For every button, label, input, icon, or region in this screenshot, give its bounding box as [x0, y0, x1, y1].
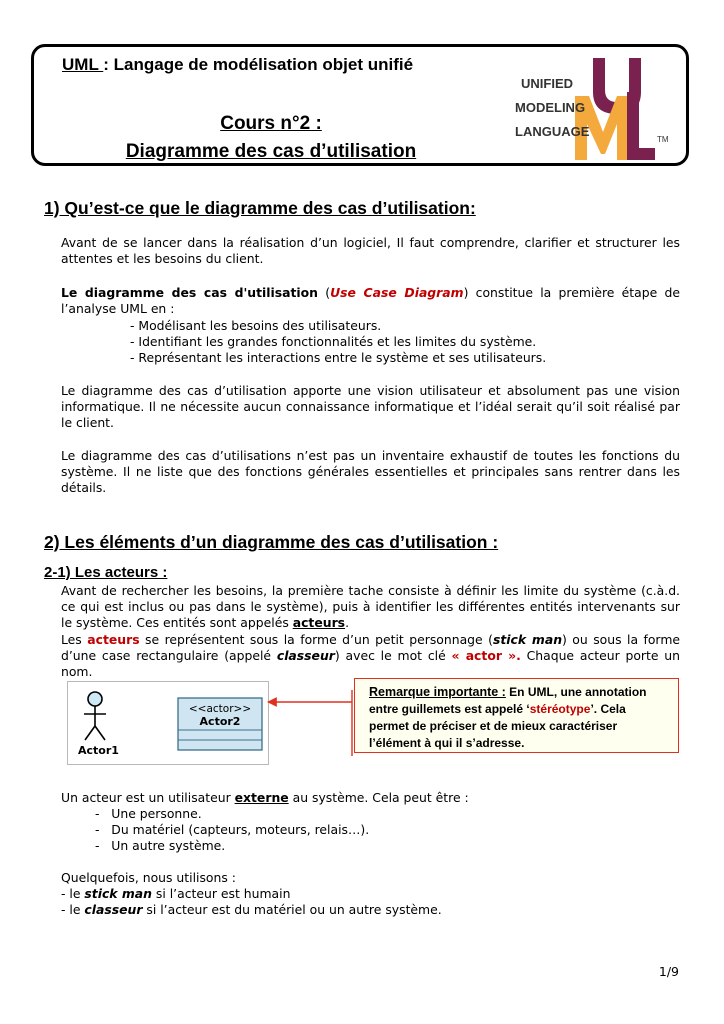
classeur-usage: - le classeur si l’acteur est du matériel ou un autre système. — [61, 902, 442, 917]
acteurs-highlight: acteurs — [87, 632, 140, 647]
section-2-paragraph-1: Avant de rechercher les besoins, la première tache consiste à définir les limite du système (c.à.d. ce qui est inclus ou pas dans le système), puis à identifier les différentes entités intervenants sur le système. Ces entités sont appelés acteurs. — [61, 583, 680, 631]
use-case-english-term: Use Case Diagram — [330, 285, 464, 300]
section-1-paragraph-2: Le diagramme des cas d'utilisation (Use Case Diagram) constitue la première étape de l’analyse UML en : — [61, 285, 680, 317]
subsection-2-1-heading: 2-1) Les acteurs : — [44, 564, 168, 581]
section-1-paragraph-1: Avant de se lancer dans la réalisation d’un logiciel, Il faut comprendre, clarifier et structurer les attentes et les besoins du client. — [61, 235, 680, 267]
use-case-term: Le diagramme des cas d'utilisation — [61, 285, 318, 300]
list-item: - Représentant les interactions entre le système et ses utilisateurs. — [130, 350, 547, 365]
externe-term: externe — [234, 790, 289, 805]
annotation-arrow — [200, 690, 360, 760]
logo-word-1: UNIFIED — [521, 76, 573, 91]
section-2-paragraph-3: Un acteur est un utilisateur externe au système. Cela peut être : — [61, 790, 469, 805]
uml-logo — [505, 52, 677, 162]
section-2-paragraph-2: Les acteurs se représentent sous la forme d’un petit personnage (stick man) ou sous la forme d’une case rectangulaire (appelé classeur) avec le mot clé « actor ». Chaque acteur porte un nom. — [61, 632, 681, 680]
actor2-label: Actor2 — [199, 715, 241, 728]
stick-man-icon — [84, 692, 106, 740]
course-number: Cours n°2 : — [220, 113, 322, 134]
acteurs-term: acteurs — [292, 615, 346, 631]
remark-title: Remarque importante : — [369, 685, 506, 699]
list-item: - Une personne. — [95, 806, 202, 821]
classeur-term: classeur — [276, 648, 335, 664]
stick-man-term: stick man — [492, 632, 563, 647]
course-title — [60, 110, 482, 166]
logo-word-3: LANGUAGE — [515, 124, 590, 139]
page-number: 1/9 — [658, 964, 679, 979]
list-item: - Modélisant les besoins des utilisateurs. — [130, 318, 382, 333]
stick-man-usage: - le stick man si l’acteur est humain — [61, 886, 291, 901]
section-1-paragraph-4: Le diagramme des cas d’utilisations n’est pas un inventaire exhaustif de toutes les fonctions du système. Il ne liste que des fonctions générales essentielles et principales sans rentrer dans les détails. — [61, 448, 680, 496]
subject-text: : Langage de modélisation objet unifié — [103, 55, 414, 74]
section-1-heading: 1) Qu’est-ce que le diagramme des cas d’utilisation: — [44, 198, 476, 218]
logo-tm: TM — [657, 135, 669, 144]
remark-note: Remarque importante : En UML, une annotation entre guillemets est appelé ‘stéréotype’. Cela permet de préciser et de mieux caractériser l’élément à qui il s’adresse. — [354, 678, 679, 753]
document-subject — [62, 55, 413, 75]
section-1-paragraph-3: Le diagramme des cas d’utilisation apporte une vision utilisateur et absolument pas une vision informatique. Il ne nécessite aucun connaissance informatique et l’idéal serait qu’il soit réalisé par le client. — [61, 383, 680, 431]
logo-letter-l — [627, 92, 655, 160]
section-2-paragraph-4: Quelquefois, nous utilisons : — [61, 870, 236, 885]
list-item: - Identifiant les grandes fonctionnalités et les limites du système. — [130, 334, 537, 349]
stereotype-label: <<actor>> — [188, 703, 252, 715]
logo-word-2: MODELING — [515, 100, 586, 115]
stereotype-term: stéréotype — [529, 702, 591, 716]
actor1-label: Actor1 — [78, 744, 119, 757]
uml-abbr: UML — [62, 55, 104, 74]
list-item: - Du matériel (capteurs, moteurs, relais…). — [95, 822, 370, 837]
list-item: - Un autre système. — [95, 838, 226, 853]
section-2-heading: 2) Les éléments d’un diagramme des cas d’utilisation : — [44, 532, 499, 552]
course-topic: Diagramme des cas d’utilisation — [125, 141, 417, 162]
actor-keyword: « actor ». — [451, 648, 521, 664]
